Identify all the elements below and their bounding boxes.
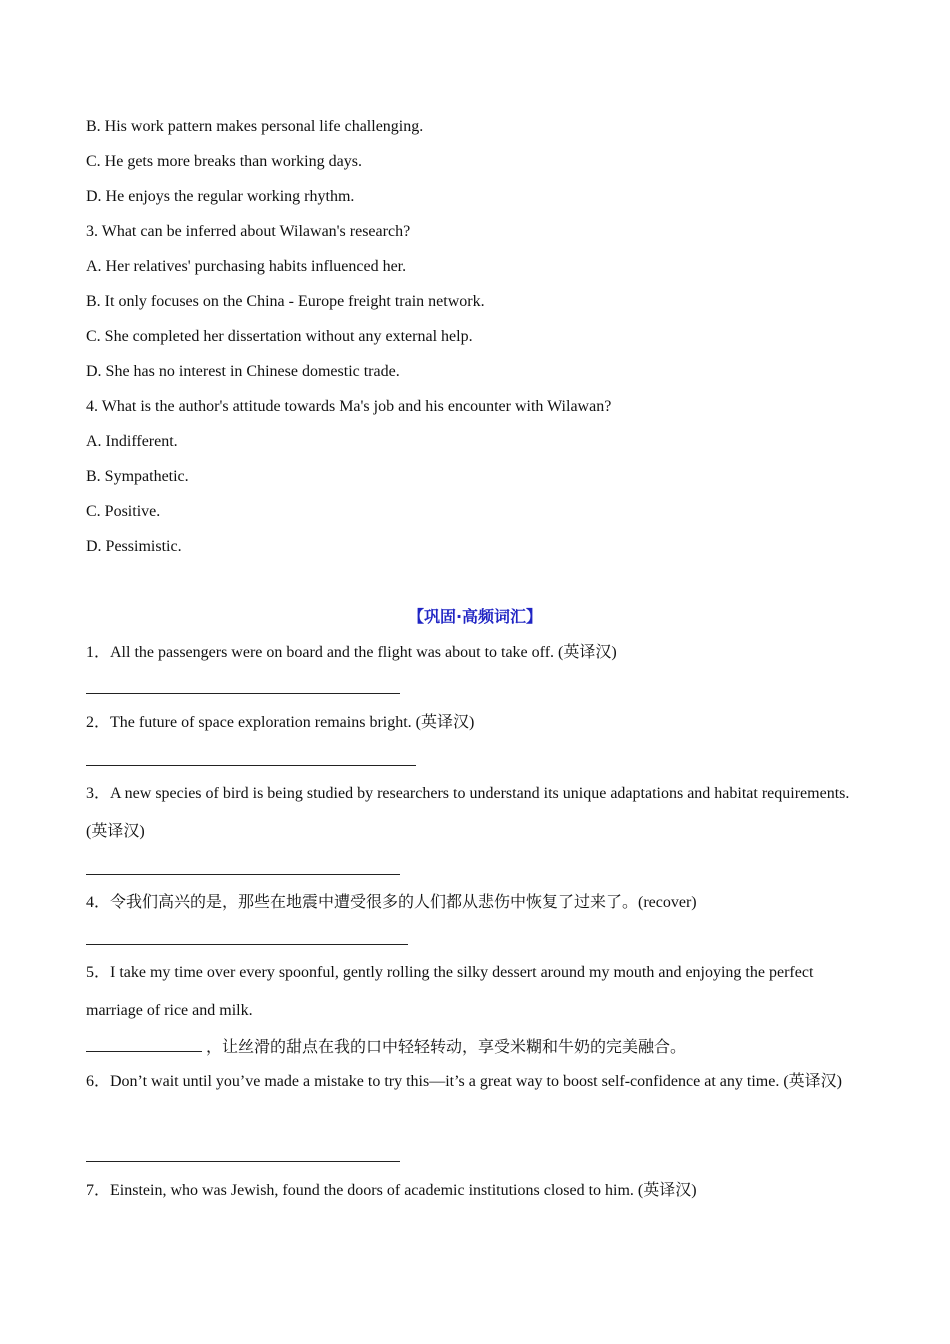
q4-option-c: C. Positive. [86,503,161,520]
answer-line-3[interactable] [86,874,400,875]
exercise-5: 5．I take my time over every spoonful, gently rolling the silky dessert around my mouth and enjoying the perfect marriage of rice and milk. [86,964,814,1019]
exercise-1: 1．All the passengers were on board and the flight was about to take off. (英译汉) [86,644,617,661]
answer-line-6[interactable] [86,1161,400,1162]
q2-option-d: D. He enjoys the regular working rhythm. [86,188,355,205]
q4-option-b: B. Sympathetic. [86,468,189,485]
q3-question: 3. What can be inferred about Wilawan's research? [86,223,411,240]
answer-line-2[interactable] [86,765,416,766]
q4-option-a: A. Indifferent. [86,433,178,450]
answer-blank-5[interactable] [86,1037,202,1052]
q2-option-c: C. He gets more breaks than working days. [86,153,362,170]
q3-option-c: C. She completed her dissertation without any external help. [86,328,473,345]
q2-option-b: B. His work pattern makes personal life challenging. [86,118,424,135]
q3-option-d: D. She has no interest in Chinese domestic trade. [86,363,400,380]
answer-line-1[interactable] [86,693,400,694]
exercise-4: 4．令我们高兴的是，那些在地震中遭受很多的人们都从悲伤中恢复了过来了。(recover) [86,894,697,911]
q4-question: 4. What is the author's attitude towards Ma's job and his encounter with Wilawan? [86,398,612,415]
section-heading: 【巩固·高频词汇】 [407,607,543,626]
q3-option-b: B. It only focuses on the China - Europe freight train network. [86,293,485,310]
q4-option-d: D. Pessimistic. [86,538,182,555]
exercise-3: 3．A new species of bird is being studied by researchers to understand its unique adaptations and habitat requirements. (英译汉) [86,785,850,840]
q3-option-a: A. Her relatives' purchasing habits influenced her. [86,258,407,275]
exercise-5-translation: ，让丝滑的甜点在我的口中轻轻转动，享受米糊和牛奶的完美融合。 [206,1039,687,1056]
exercise-6: 6．Don’t wait until you’ve made a mistake to try this—it’s a great way to boost self-confidence at any time. (英译汉) [86,1073,842,1090]
exercise-2: 2．The future of space exploration remains bright. (英译汉) [86,714,475,731]
exercise-7: 7．Einstein, who was Jewish, found the doors of academic institutions closed to him. (英译汉) [86,1182,697,1199]
exercise-5-translation-row [86,1037,686,1058]
answer-line-4[interactable] [86,944,408,945]
